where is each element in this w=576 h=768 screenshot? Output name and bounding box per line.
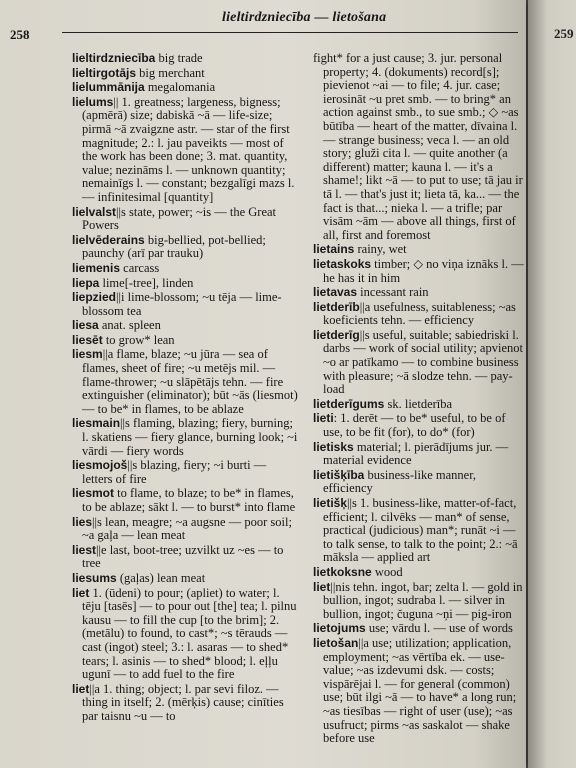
dictionary-entry — [72, 683, 298, 724]
entry-definition: wood — [371, 564, 403, 579]
dictionary-entry — [72, 81, 298, 95]
entry-headword: lieltirgotājs — [72, 65, 137, 80]
entry-headword: lielvalst — [72, 204, 117, 219]
entry-headword: liesmojoš — [72, 458, 128, 473]
entry-definition: ||s blazing, fiery; ~i burti — letters of fire — [82, 458, 267, 486]
dictionary-entry — [72, 96, 298, 205]
entry-definition: to grow* lean — [102, 332, 175, 347]
entry-headword: liepa — [72, 275, 100, 290]
next-page-edge — [528, 0, 576, 768]
entry-definition: sk. lietderība — [384, 396, 453, 411]
entry-definition: ||a use; utilization; application, employment; ~as vērtība ek. — use-value; ~as izdevumi dsk. — costs; vispārējai l. — for general (common) use; būt ilgi ~ā — to have* a long run; ~as tiesības — right of user (use); ~as usufruct; pirms ~as saskalot — shake before use — [323, 635, 517, 746]
entry-definition: anat. spleen — [98, 318, 161, 333]
dictionary-entry — [313, 637, 525, 746]
entry-definition: ||s 1. business-like, matter-of-fact, efficient; l. cilvēks — man* of sense, practical (judicious) man*; runāt ~i — to talk sense, to talk to the point; 2.: ~ā māksla — applied art — [323, 496, 518, 565]
entry-headword: liemenis — [72, 260, 121, 275]
dictionary-entry — [313, 469, 525, 496]
entry-headword: lietošan — [313, 635, 359, 650]
entry-headword: lietderīb — [313, 299, 360, 314]
dictionary-entry — [72, 234, 298, 261]
entry-definition: ||s useful, suitable; sabiedriski l. darbs — work of social utility; apvienot ~o ar patīkamo — to combine business with pleasure; ~ā slodze tehn. — pay-load — [323, 327, 523, 397]
dictionary-entry — [313, 243, 525, 257]
entry-headword: lietderīgums — [313, 396, 385, 411]
dictionary-entry — [72, 319, 298, 333]
entry-headword: liet — [72, 585, 90, 600]
entry-definition: || 1. greatness; largeness, bigness; (apmērā) size; dabiskā ~ā — life-size; pirmā ~ā zvaigzne astr. — star of the first magnitude; 2.: l. jau paveikts — most of the work has been done; 3. mat. quantity, value; nezināms l. — unknown quantity; nemainīgs l. — constant; bezgalīgi mazs l. — infinitesimal [quantity] — [82, 94, 295, 204]
entry-headword: lietišķība — [313, 467, 365, 482]
entry-definition: ||s state, power; ~is — the Great Powers — [82, 204, 277, 233]
dictionary-entry — [72, 277, 298, 291]
left-column — [72, 52, 298, 725]
entry-headword: liest — [72, 542, 97, 557]
entry-definition: carcass — [120, 260, 160, 275]
entry-headword: liet — [72, 681, 90, 696]
dictionary-entry — [313, 497, 525, 565]
entry-definition: fight* for a just cause; 3. jur. personal property; 4. (dokuments) record[s]; pievienot ~ai — to file; 4. jur. case; ierosināt ~u pret smb. — to bring* an action against smb., to sue smb.; ◇ ~as būtība — heart of the matter, dīvaina l. — strange business; veca l. — an old story; gluži cita l. — quite another (a different) matter; kauna l. — it's a shame!; likt ~ā — to put to use; tā jau ir tā l. — that's just it; lieta tā, ka... — the fact is that...; nieka l. — a trifle; par visām ~ām — above all things, first of all, first and foremost — [313, 51, 523, 242]
dictionary-entry — [72, 348, 298, 416]
entry-headword: lietderīg — [313, 327, 360, 342]
entry-definition: (gaļas) lean meat — [116, 570, 206, 585]
dictionary-entry — [72, 52, 298, 66]
entry-definition: big-bellied, pot-bellied; paunchy (arī par trauku) — [82, 232, 266, 261]
entry-definition: big merchant — [136, 65, 205, 80]
dictionary-entry — [72, 67, 298, 81]
dictionary-entry — [313, 301, 525, 328]
dictionary-entry — [72, 516, 298, 543]
entry-headword: liet — [313, 579, 331, 594]
entry-headword: lietkoksne — [313, 564, 372, 579]
running-head: lieltirdzniecība — lietošana — [222, 10, 387, 25]
entry-headword: lielums — [72, 94, 114, 109]
dictionary-entry — [72, 206, 298, 233]
dictionary-entry — [72, 262, 298, 276]
dictionary-entry — [72, 291, 298, 318]
dictionary-entry — [313, 258, 525, 285]
entry-headword: lielvēderains — [72, 232, 145, 247]
dictionary-entry — [313, 566, 525, 580]
entry-headword: lietaskoks — [313, 256, 372, 271]
entry-definition: material; l. pierādījums jur. — material evidence — [323, 439, 509, 468]
entry-headword: lietavas — [313, 285, 358, 300]
dictionary-entry — [72, 417, 298, 458]
entry-headword: liesa — [72, 318, 99, 333]
entry-definition: ||a flame, blaze; ~u jūra — sea of flames, sheet of fire; ~u metējs mil. — flame-thrower; ~u slāpētājs tehn. — fire extinguisher (eliminator); būt ~ās (liesmot) — to be* in flames, to be ablaze — [82, 347, 298, 416]
entry-definition: 1. (ūdeni) to pour; (apliet) to water; l. tēju [tasēs] — to pour out [the] tea; l. pilnu kausu — to fill the cup [to the brim]; 2. (metālu) to found, to cast*; ~s tērauds — cast (ingot) steel; 3.: l. asaras — to shed* tears; l. asinis — to shed* blood; l. eļļu ugunī — to add fuel to the fire — [82, 585, 297, 682]
entry-definition: timber; ◇ no viņa iznāks l. — he has it in him — [323, 256, 524, 285]
dictionary-entry — [313, 286, 525, 300]
entry-headword: lietojums — [313, 621, 366, 636]
entry-definition: to flame, to blaze; to be* in flames, to be ablaze; sākt l. — to burst* into flame — [82, 486, 296, 514]
entry-definition: lime[-tree], linden — [99, 275, 194, 290]
running-header — [62, 6, 518, 33]
next-page-number: 259 — [554, 26, 574, 41]
dictionary-entry — [313, 329, 525, 397]
entry-definition: ||s lean, meagre; ~a augsne — poor soil; ~a gaļa — lean meat — [82, 514, 292, 543]
entry-headword: liesēt — [72, 332, 103, 347]
right-column — [313, 52, 525, 747]
entry-definition: big trade — [155, 51, 203, 65]
entry-headword: lietisks — [313, 439, 354, 454]
entry-definition: ||nis tehn. ingot, bar; zelta l. — gold in bullion, ingot; sudraba l. — silver in bullion, ingot; čuguna ~ņi — pig-iron — [323, 579, 523, 621]
page-number: 258 — [10, 27, 30, 42]
dictionary-entry — [313, 52, 525, 242]
entry-headword: lielummānija — [72, 80, 145, 95]
dictionary-entry — [72, 334, 298, 348]
dictionary-entry — [72, 544, 298, 571]
dictionary-entry — [72, 572, 298, 586]
entry-headword: liepzied — [72, 290, 117, 305]
dictionary-entry — [313, 622, 525, 636]
dictionary-entry — [313, 581, 525, 622]
entry-headword: lietains — [313, 242, 355, 257]
entry-headword: liesums — [72, 570, 117, 585]
entry-headword: lieltirdzniecība — [72, 51, 156, 65]
entry-definition: rainy, wet — [354, 242, 407, 257]
entry-definition: business-like manner, efficiency — [323, 467, 476, 496]
entry-definition: megalomania — [144, 80, 216, 95]
entry-headword: lietišķ — [313, 496, 348, 510]
entry-headword: liesm — [72, 347, 103, 362]
entry-definition: use; vārdu l. — use of words — [365, 621, 513, 636]
entry-definition: ||i lime-blossom; ~u tēja — lime-blossom tea — [82, 290, 282, 318]
dictionary-entry — [72, 587, 298, 682]
entry-headword: liesmain — [72, 416, 121, 431]
entry-definition: ||a usefulness, suitableness; ~as koeficients tehn. — efficiency — [323, 299, 516, 328]
entry-definition: ||e last, boot-tree; uzvilkt uz ~es — to tree — [82, 542, 284, 571]
entry-headword: liesmot — [72, 486, 115, 501]
entry-definition: ||a 1. thing; object; l. par sevi filoz. — thing in itself; 2. (mērķis) cause; cinīties par taisnu ~u — to — [82, 681, 284, 723]
dictionary-entry — [72, 487, 298, 514]
entry-definition: ||s flaming, blazing; fiery, burning; l. skatiens — fiery glance, burning look; ~i vārdi — fiery words — [82, 416, 298, 458]
entry-definition: incessant rain — [357, 285, 429, 300]
dictionary-entry — [313, 441, 525, 468]
entry-headword: lieti — [313, 411, 334, 426]
entry-headword: lies — [72, 514, 93, 529]
dictionary-entry — [313, 412, 525, 439]
entry-definition: : 1. derēt — to be* useful, to be of use, to be fit (for), to do* (for) — [323, 411, 506, 440]
dictionary-entry — [72, 459, 298, 486]
dictionary-entry — [313, 398, 525, 412]
